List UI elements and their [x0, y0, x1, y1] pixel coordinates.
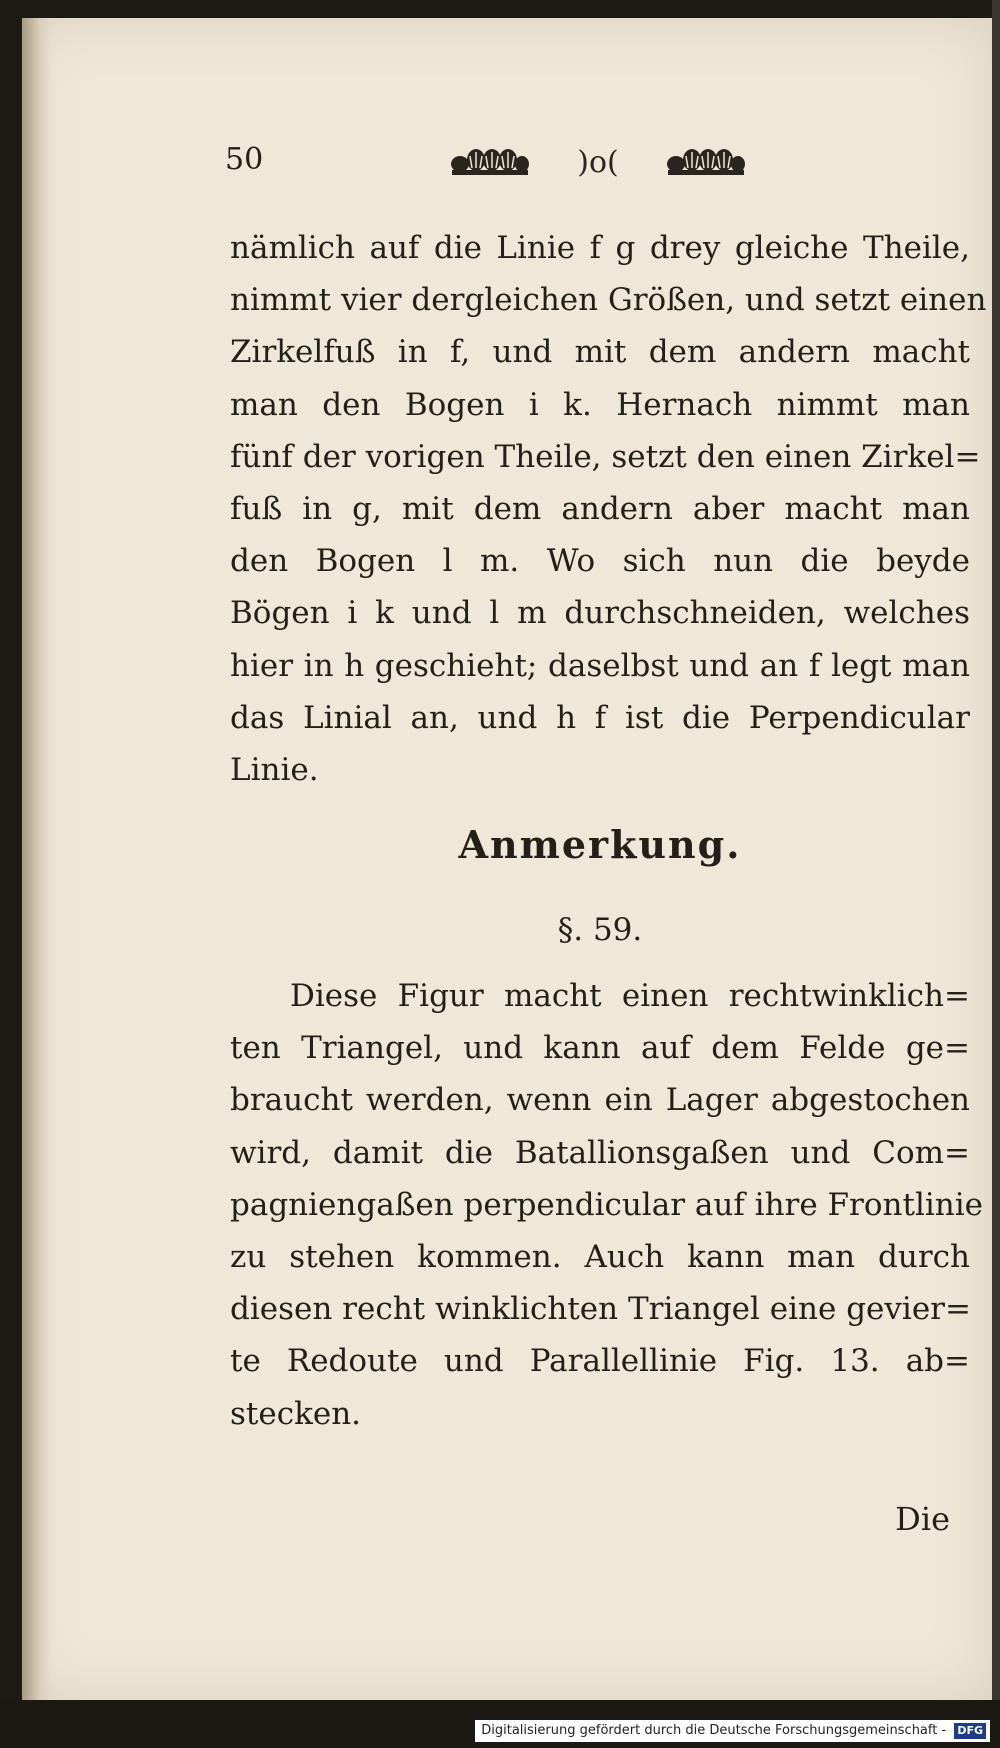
dfg-logo: DFG: [954, 1723, 986, 1739]
text-line: hier in h geschieht; daselbst und an f legt man: [230, 647, 970, 684]
text-line: pagniengaßen perpendicular auf ihre Frontlinie: [230, 1186, 984, 1223]
text-line: nämlich auf die Linie f g drey gleiche Theile,: [230, 230, 970, 266]
ornament-middle-icon: [568, 144, 628, 178]
text-line: te Redoute und Parallellinie Fig. 13. ab=: [230, 1343, 970, 1380]
paragraph-second: [230, 970, 984, 1440]
text-line: ten Triangel, und kann auf dem Felde ge=: [230, 1030, 970, 1067]
text-line: Diese Figur macht einen rechtwinklich=: [290, 978, 970, 1014]
section-heading: Anmerkung.: [458, 822, 742, 867]
page-gutter-shadow: [22, 18, 52, 1700]
svg-text:)o(: )o(: [577, 145, 619, 178]
running-head: [225, 138, 765, 188]
credit-text: Digitalisierung gefördert durch die Deutsche Forschungsgemeinschaft -: [481, 1723, 947, 1738]
text-line: zu stehen kommen. Auch kann man durch: [230, 1238, 970, 1275]
text-line: fuß in g, mit dem andern aber macht man: [230, 490, 970, 527]
ornament-left-icon: [450, 144, 530, 178]
text-line: man den Bogen i k. Hernach nimmt man: [230, 386, 970, 423]
text-line: stecken.: [230, 1395, 362, 1432]
page-number: 50: [225, 142, 264, 177]
text-line: wird, damit die Batallionsgaßen und Com=: [230, 1134, 970, 1171]
digitization-credit: [475, 1720, 990, 1742]
text-line: Linie.: [230, 751, 319, 788]
text-line: braucht werden, wenn ein Lager abgestochen: [230, 1082, 970, 1119]
text-line: Bögen i k und l m durchschneiden, welches: [230, 595, 970, 632]
section-number: §. 59.: [557, 912, 643, 948]
ornament-right-icon: [666, 144, 746, 178]
text-line: das Linial an, und h f ist die Perpendicular: [230, 699, 970, 736]
paragraph-first: [230, 222, 987, 796]
page-edge: [992, 0, 1000, 1748]
catchword: Die: [895, 1500, 950, 1538]
text-line: diesen recht winklichten Triangel eine gevier=: [230, 1291, 971, 1328]
text-line: nimmt vier dergleichen Größen, und setzt einen: [230, 282, 987, 319]
text-line: den Bogen l m. Wo sich nun die beyde: [230, 543, 970, 580]
text-line: Zirkelfuß in f, und mit dem andern macht: [230, 334, 970, 371]
text-line: fünf der vorigen Theile, setzt den einen Zirkel=: [230, 438, 981, 475]
